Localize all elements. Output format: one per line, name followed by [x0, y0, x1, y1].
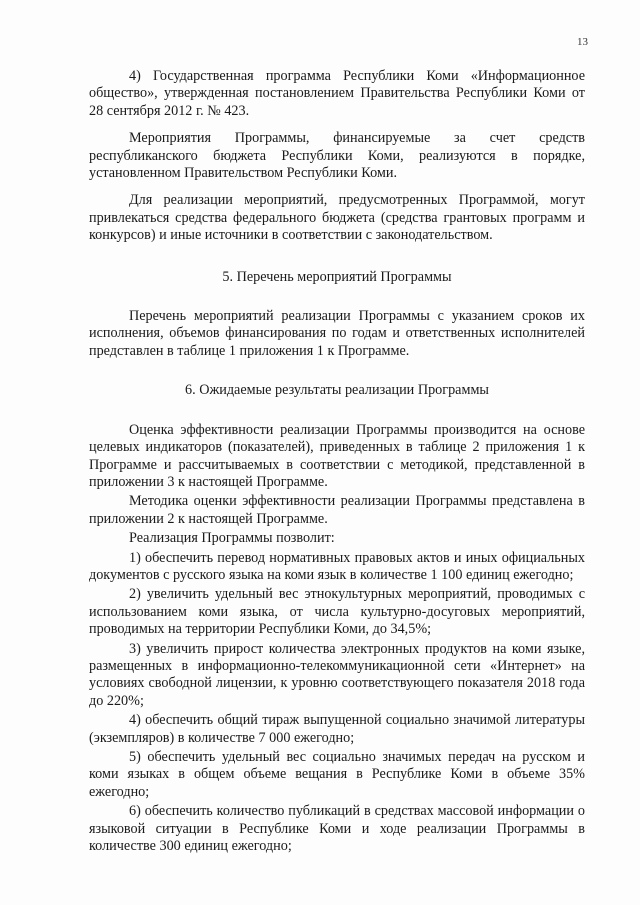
result-item-2: 2) увеличить удельный вес этнокультурных мероприятий, проводимых с использованием коми языка, от числа культурно-досуговых мероприятий, проводимых на территории Республики Коми, до 34,5%;: [89, 586, 585, 638]
paragraph-section-5: Перечень мероприятий реализации Программы с указанием сроков их исполнения, объемов финансирования по годам и ответственных исполнителей представлен в таблице 1 приложения 1 к Программе.: [89, 308, 585, 359]
paragraph-evaluation: Оценка эффективности реализации Программы производится на основе целевых индикаторов (показателей), приведенных в таблице 2 приложения 1 к Программе и рассчитываемых в соответствии с методикой, представленной в приложении 3 к настоящей Программе.: [89, 421, 585, 490]
section-5-heading: 5. Перечень мероприятий Программы: [222, 268, 452, 285]
result-item-5: 5) обеспечить удельный вес социально значимых передач на русском и коми языках в общем объеме вещания в Республике Коми в объеме 35% ежегодно;: [89, 749, 585, 800]
result-item-4: 4) обеспечить общий тираж выпущенной социально значимой литературы (экземпляров) в количестве 7 000 ежегодно;: [89, 712, 585, 746]
paragraph-methodology: Методика оценки эффективности реализации Программы представлена в приложении 2 к настоящей Программе.: [89, 493, 585, 527]
result-item-3: 3) увеличить прирост количества электронных продуктов на коми языке, размещенных в информационно-телекоммуникационной сети «Интернет» на условиях свободной лицензии, к уровню соответствующего показателя 2018 года до 220%;: [89, 640, 585, 709]
paragraph-intro-3: Для реализации мероприятий, предусмотренных Программой, могут привлекаться средства федерального бюджета (средства грантовых программ и конкурсов) и иные источники в соответствии с законодательством.: [89, 192, 585, 244]
paragraph-intro-1: 4) Государственная программа Республики Коми «Информационное общество», утвержденная постановлением Правительства Республики Коми от 28 сентября 2012 г. № 423.: [89, 68, 585, 119]
result-item-1: 1) обеспечить перевод нормативных правовых актов и иных официальных документов с русского языка на коми язык в количестве 1 100 единиц ежегодно;: [89, 549, 585, 583]
document-body: [89, 68, 585, 855]
page-number: 13: [577, 36, 588, 48]
paragraph-results-intro: Реализация Программы позволит:: [129, 530, 335, 547]
paragraph-intro-2: Мероприятия Программы, финансируемые за счет средств республиканского бюджета Республики Коми, реализуются в порядке, установленном Правительством Республики Коми.: [89, 130, 585, 182]
section-6-heading: 6. Ожидаемые результаты реализации Программы: [185, 382, 489, 399]
result-item-6: 6) обеспечить количество публикаций в средствах массовой информации о языковой ситуации в Республике Коми и ходе реализации Программы в количестве 300 единиц ежегодно;: [89, 803, 585, 855]
